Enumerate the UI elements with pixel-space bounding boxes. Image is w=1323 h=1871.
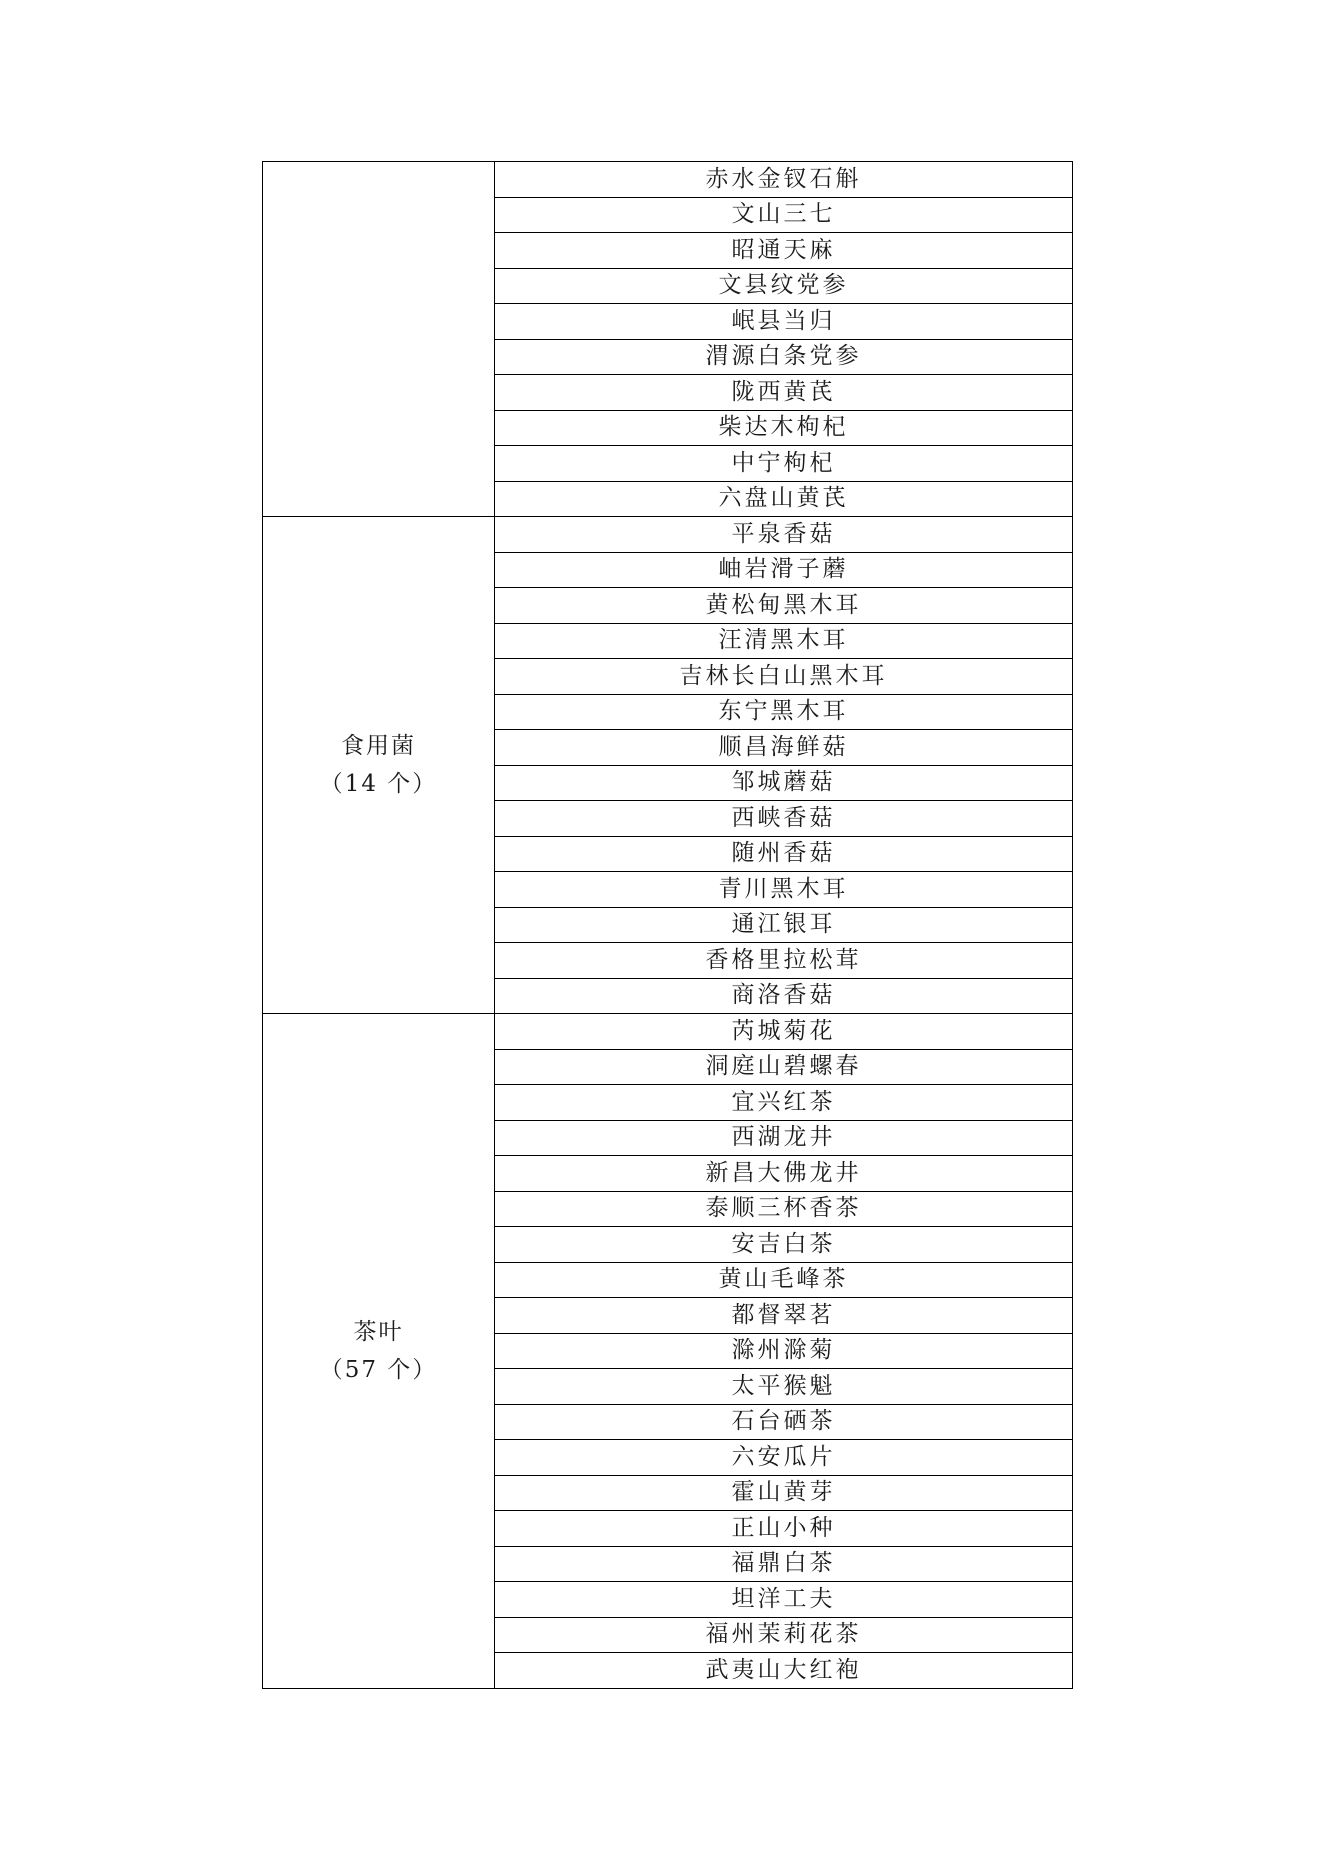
- product-name-cell: 宜兴红茶: [495, 1085, 1073, 1121]
- product-name-cell: 中宁枸杞: [495, 446, 1073, 482]
- product-name-cell: 顺昌海鲜菇: [495, 730, 1073, 766]
- category-cell: [263, 1014, 495, 1689]
- product-name-cell: 文山三七: [495, 197, 1073, 233]
- product-name-cell: 六盘山黄芪: [495, 481, 1073, 517]
- product-name-cell: 西湖龙井: [495, 1120, 1073, 1156]
- product-name-cell: 都督翠茗: [495, 1298, 1073, 1334]
- table-row: [263, 517, 1073, 553]
- product-name-cell: 商洛香菇: [495, 978, 1073, 1014]
- product-name-cell: 通江银耳: [495, 907, 1073, 943]
- category-name: 食用菌: [341, 733, 416, 759]
- product-name-cell: 陇西黄芪: [495, 375, 1073, 411]
- product-name-cell: 文县纹党参: [495, 268, 1073, 304]
- category-count: （14 个）: [319, 771, 438, 797]
- product-name-cell: 柴达木枸杞: [495, 410, 1073, 446]
- product-name-cell: 石台硒茶: [495, 1404, 1073, 1440]
- product-name-cell: 福鼎白茶: [495, 1546, 1073, 1582]
- product-name-cell: 岷县当归: [495, 304, 1073, 340]
- product-name-cell: 滁州滁菊: [495, 1333, 1073, 1369]
- product-name-cell: 新昌大佛龙井: [495, 1156, 1073, 1192]
- product-name-cell: 赤水金钗石斛: [495, 162, 1073, 198]
- product-name-cell: 岫岩滑子蘑: [495, 552, 1073, 588]
- product-name-cell: 武夷山大红袍: [495, 1653, 1073, 1689]
- product-name-cell: 平泉香菇: [495, 517, 1073, 553]
- table-row: [263, 1014, 1073, 1050]
- product-name-cell: 青川黑木耳: [495, 872, 1073, 908]
- product-name-cell: 渭源白条党参: [495, 339, 1073, 375]
- product-name-cell: 福州茉莉花茶: [495, 1617, 1073, 1653]
- table-row: [263, 162, 1073, 198]
- product-name-cell: 吉林长白山黑木耳: [495, 659, 1073, 695]
- product-name-cell: 东宁黑木耳: [495, 694, 1073, 730]
- product-name-cell: 黄松甸黑木耳: [495, 588, 1073, 624]
- product-name-cell: 霍山黄芽: [495, 1475, 1073, 1511]
- product-name-cell: 邹城蘑菇: [495, 765, 1073, 801]
- product-name-cell: 泰顺三杯香茶: [495, 1191, 1073, 1227]
- product-name-cell: 黄山毛峰茶: [495, 1262, 1073, 1298]
- product-table-body: [263, 162, 1073, 1689]
- product-name-cell: 正山小种: [495, 1511, 1073, 1547]
- category-cell: [263, 162, 495, 517]
- category-count: （57 个）: [319, 1356, 438, 1383]
- product-table: [262, 161, 1073, 1689]
- category-cell: [263, 517, 495, 1014]
- product-name-cell: 西峡香菇: [495, 801, 1073, 837]
- product-table-container: [262, 161, 1072, 1689]
- product-name-cell: 汪清黑木耳: [495, 623, 1073, 659]
- product-name-cell: 香格里拉松茸: [495, 943, 1073, 979]
- product-name-cell: 芮城菊花: [495, 1014, 1073, 1050]
- product-name-cell: 太平猴魁: [495, 1369, 1073, 1405]
- product-name-cell: 安吉白茶: [495, 1227, 1073, 1263]
- product-name-cell: 昭通天麻: [495, 233, 1073, 269]
- product-name-cell: 洞庭山碧螺春: [495, 1049, 1073, 1085]
- category-name: 茶叶: [353, 1318, 404, 1345]
- product-name-cell: 六安瓜片: [495, 1440, 1073, 1476]
- product-name-cell: 坦洋工夫: [495, 1582, 1073, 1618]
- product-name-cell: 随州香菇: [495, 836, 1073, 872]
